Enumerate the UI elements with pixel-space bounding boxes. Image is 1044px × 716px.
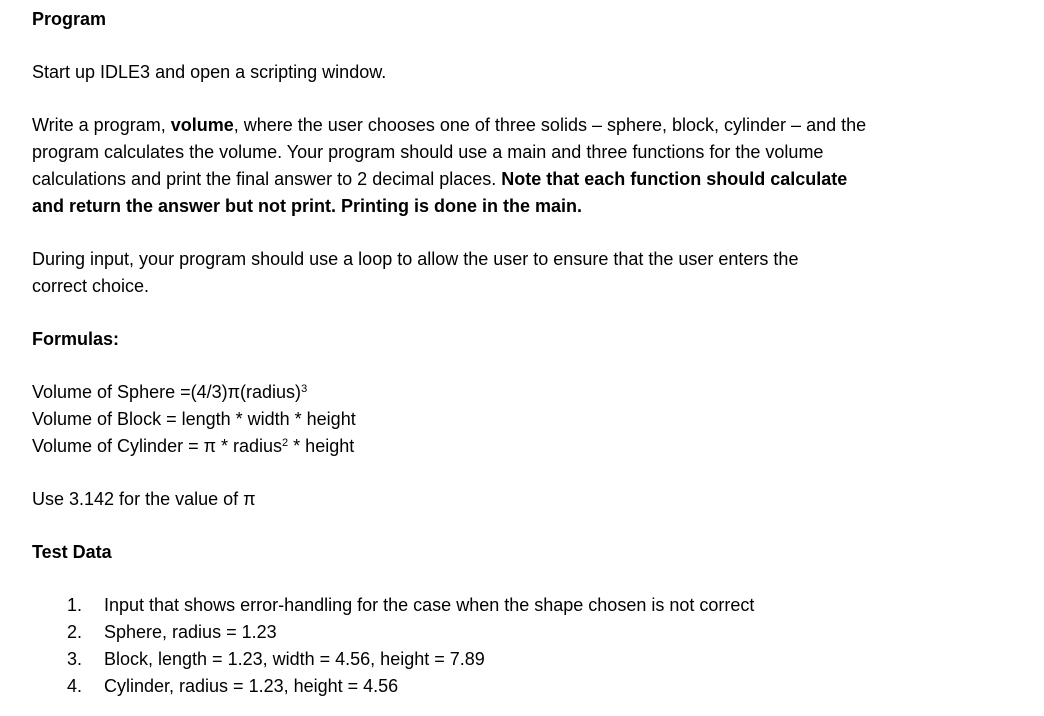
formulas-heading: Formulas: (32, 329, 120, 349)
formula-cylinder-pre: Volume of Cylinder = π * radius (32, 436, 283, 456)
list-item (32, 673, 1022, 700)
formula-block: Volume of Block = length * width * height (32, 409, 356, 429)
list-item-number: 3. (67, 649, 83, 669)
input-note-line-1: During input, your program should use a loop to allow the user to ensure that the user enters the (32, 249, 799, 269)
formula-sphere-text: Volume of Sphere =(4/3)π(radius) (32, 382, 302, 402)
input-note-paragraph (32, 246, 1022, 300)
list-item-number: 4. (67, 676, 83, 696)
task-line-1 (32, 112, 1022, 139)
list-item-number: 1. (67, 595, 83, 615)
task-line-3-pre: calculations and print the final answer to 2 decimal places. (32, 169, 502, 189)
task-line-3 (32, 166, 1022, 193)
list-item-text: Cylinder, radius = 1.23, height = 4.56 (104, 676, 399, 696)
list-item-text: Input that shows error-handling for the case when the shape chosen is not correct (104, 595, 755, 615)
task-volume-bold: volume (170, 115, 234, 135)
task-line-1-post: , where the user chooses one of three solids – sphere, block, cylinder – and the (233, 115, 867, 135)
intro-text: Start up IDLE3 and open a scripting window. (32, 62, 387, 82)
program-heading: Program (32, 9, 107, 29)
list-item (32, 646, 1022, 673)
formula-cylinder-exponent: 2 (282, 437, 289, 449)
document-page (32, 6, 1022, 700)
list-item (32, 619, 1022, 646)
formula-cylinder (32, 433, 1022, 460)
list-item-text: Block, length = 1.23, width = 4.56, height = 7.89 (104, 649, 485, 669)
task-paragraph (32, 112, 1022, 220)
formula-sphere-exponent: 3 (301, 383, 308, 395)
formula-cylinder-post: * height (288, 436, 355, 456)
test-data-heading: Test Data (32, 542, 112, 562)
formula-sphere (32, 379, 1022, 406)
list-item (32, 592, 1022, 619)
input-note-line-2: correct choice. (32, 276, 150, 296)
formulas-block (32, 379, 1022, 460)
pi-note: Use 3.142 for the value of π (32, 489, 256, 509)
task-line-2: program calculates the volume. Your program should use a main and three functions for the volume (32, 142, 824, 162)
task-line-1-pre: Write a program, (32, 115, 171, 135)
list-item-number: 2. (67, 622, 83, 642)
task-line-3-bold: Note that each function should calculate (501, 169, 848, 189)
task-line-4: and return the answer but not print. Printing is done in the main. (32, 196, 583, 216)
list-item-text: Sphere, radius = 1.23 (104, 622, 277, 642)
test-data-list (32, 592, 1022, 700)
